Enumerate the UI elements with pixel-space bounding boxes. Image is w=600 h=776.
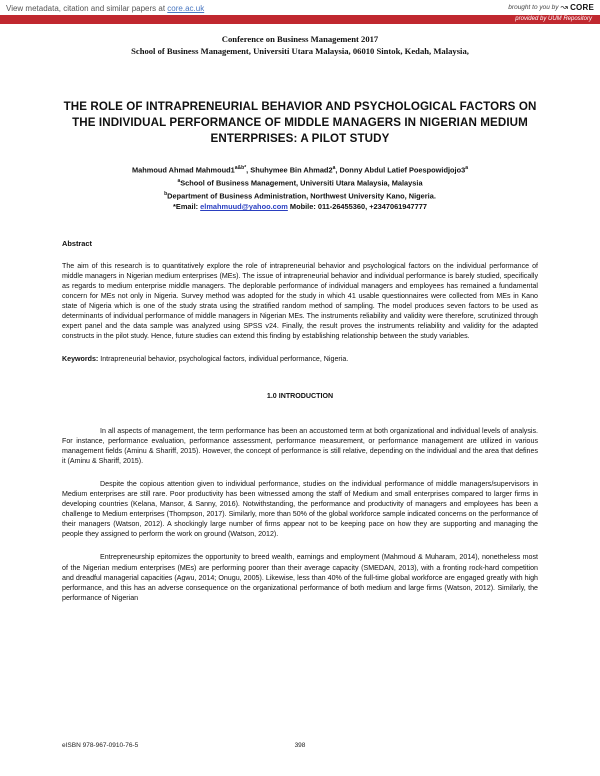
contact-line — [62, 202, 538, 213]
provided-by-text: provided by UUM Repository — [515, 16, 592, 22]
core-logo-icon: ↝ — [560, 2, 569, 12]
author-3: , Donny Abdul Latief Poespowidjojo3 — [335, 165, 466, 175]
keywords-line — [62, 354, 538, 364]
paragraph-2: Despite the copious attention given to individual performance, studies on the individual performance of middle managers/supervisors in Medium enterprises are still rare. Poor productivity has been witnessed among the staff of Medium and small enterprises compared to larger firms in developing countries (Kelana, Mansor, & Sanny, 2016). Notwithstanding, the performance and productivity of managers and employees has been a challenge to Medium enterprises (Thompson, 2017). Similarly, more than 50% of the global workforce sample indicated concerns on the performance of their managers (Watson, 2012). A shockingly large number of firms appear not to be keeping pace on how they are supporting and managing the people they assigned to perform the work on ground (Watson, 2012). — [62, 479, 538, 539]
provider-bar — [0, 15, 600, 24]
author-1: Mahmoud Ahmad Mahmoud1 — [131, 165, 235, 175]
affiliation-a — [62, 176, 538, 189]
keywords-text: Intrapreneurial behavior, psychological factors, individual performance, Nigeria. — [98, 354, 349, 363]
author-2: , Shuhymee Bin Ahmad2 — [246, 165, 333, 175]
keywords-label: Keywords: — [62, 354, 99, 363]
core-brand[interactable] — [508, 2, 594, 13]
section-heading-introduction: 1.0 INTRODUCTION — [266, 391, 334, 400]
metadata-notice — [6, 4, 204, 13]
page-number: 398 — [294, 742, 306, 749]
school-address: School of Business Management, Universiti Utara Malaysia, 06010 Sintok, Kedah, Malaysia, — [131, 46, 469, 56]
affiliation-b-text: Department of Business Administration, Northwest University Kano, Nigeria. — [167, 191, 436, 201]
abstract-heading: Abstract — [62, 238, 92, 248]
author-3-affil: a — [465, 165, 469, 171]
paragraph-3: Entrepreneurship epitomizes the opportunity to breed wealth, earnings and employment (Mahmoud & Muharam, 2014), nonetheless most of the Nigerian medium enterprises (MEs) are performing poorer than their average capacity (SMEDAN, 2013), with a fronting rock-hard competition and dreadful managerial capacities (Agwu, 2014; Onugu, 2005). Likewise, less than 40% of the full-time global workforce are engaged greatly with high performance, and this has an adverse consequence on the organizational performance of both medium and large firms (Watson, 2012). Similarly, the performance of Nigerian — [62, 553, 538, 602]
paragraph-1: In all aspects of management, the term performance has been an accustomed term at both organizational and individual levels of analysis. For instance, performance evaluation, performance assessment, performance measurement, or performance management are utilized in various management fields (Aminu & Shariff, 2015). However, the concept of performance is still relative, depending on the individual and the area that defines it (Aminu & Shariff, 2015). — [62, 426, 538, 465]
abstract-text: The aim of this research is to quantitatively explore the role of intrapreneurial behavior and psychological factors on the individual performance of middle managers in Nigerian medium enterprises (MEs). The issue of intrapreneurial behavior and individual performance is barely studied, specifically as regards to medium enterprise middle managers. The deplorable performance of individual managers and employees has remained a fundamental concern for MEs not only in Nigeria. Survey method was adopted for the study in which 41 usable questionnaires were collected from MEs in Kano state of Nigeria which is one of the study strata using the stratified random method of sampling. The model produces seven factors to be used as determinants of individual performance of middle managers in Nigerian MEs. The instruments reliability and validity were therefore, scrutinized through expert panel and the data sample was analyzed using SPSS v24. Finally, the result proves the instruments reliability and validity for the adapted constructs in the pilot study. Hence, future studies can extend this finding by establishing relationship between the study variables. — [62, 261, 538, 341]
author-line — [62, 163, 538, 176]
conference-header — [62, 33, 538, 57]
paper-title: THE ROLE OF INTRAPRENEURIAL BEHAVIOR AND PSYCHOLOGICAL FACTORS ON THE INDIVIDUAL PERFORMANCE OF MIDDLE MANAGERS IN NIGERIAN MEDIUM ENTERPRISES: A PILOT STUDY — [63, 100, 537, 145]
metadata-text: View metadata, citation and similar papers at — [6, 4, 168, 13]
isbn-text: eISBN 978-967-0910-76-5 — [62, 742, 139, 749]
mobile-text: Mobile: 011-26455360, +2347061947777 — [287, 202, 427, 212]
affiliation-b-mark: b — [164, 191, 168, 198]
affiliation-a-mark: a — [177, 178, 181, 185]
core-label: CORE — [570, 3, 594, 12]
conference-name: Conference on Business Management 2017 — [221, 34, 379, 44]
author-2-affil: a — [332, 165, 336, 171]
author-1-affil: a&b* — [234, 165, 247, 171]
email-link[interactable]: elmahmuud@yahoo.com — [200, 202, 288, 212]
affiliation-a-text: School of Business Management, Universiti Utara Malaysia, Malaysia — [180, 178, 423, 188]
email-label: *Email: — [173, 202, 201, 212]
core-link[interactable]: core.ac.uk — [167, 4, 205, 13]
paper-page — [62, 30, 538, 603]
brought-by-text: brought to you by — [508, 4, 559, 11]
author-block — [62, 163, 538, 213]
affiliation-b — [62, 189, 538, 202]
